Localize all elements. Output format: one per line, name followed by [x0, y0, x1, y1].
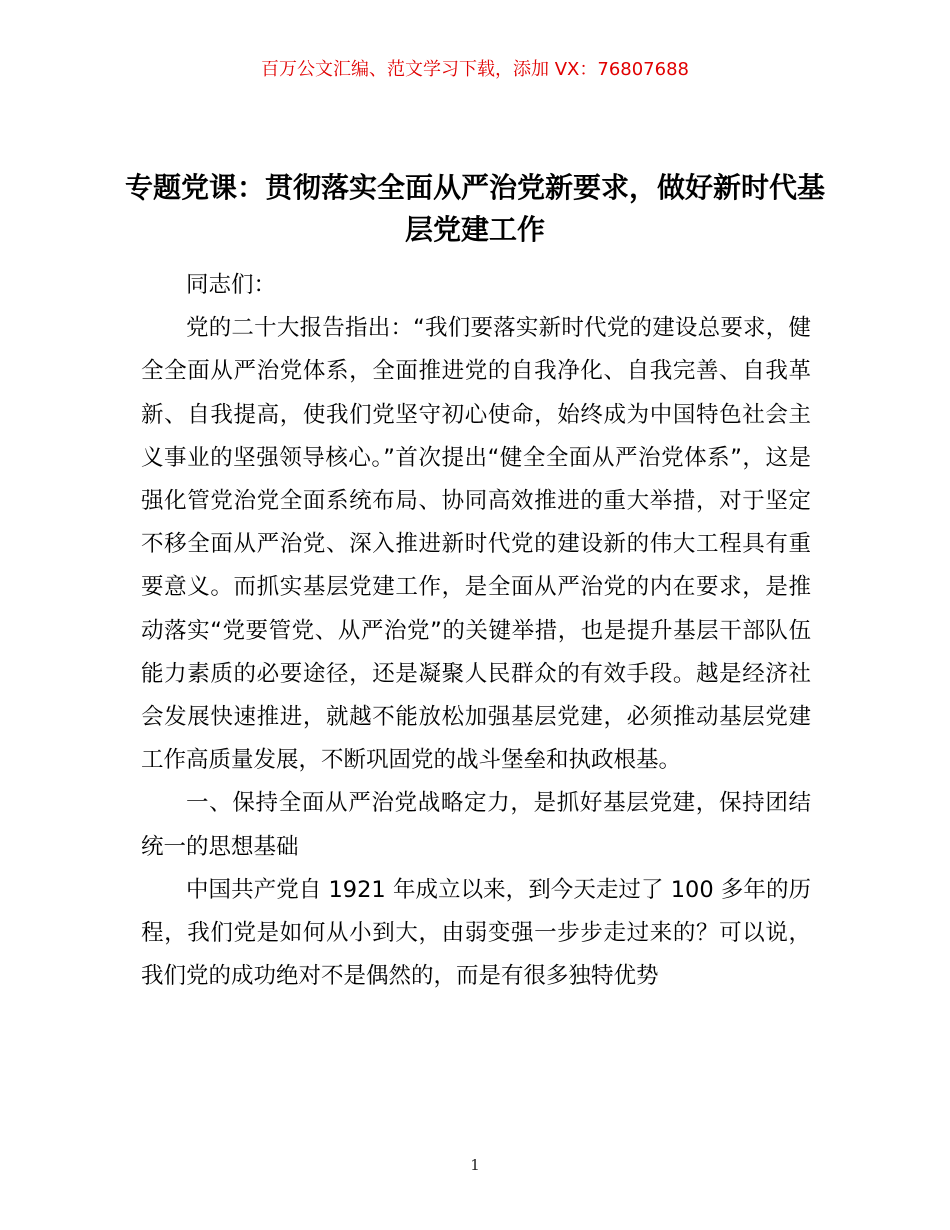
section-one-heading: 一、保持全面从严治党战略定力，是抓好基层党建，保持团结统一的思想基础 — [141, 790, 811, 860]
page-number: 1 — [470, 1156, 480, 1174]
intro-paragraph: 党的二十大报告指出：“我们要落实新时代党的建设总要求，健全全面从严治党体系，全面推进党的自我净化、自我完善、自我革新、自我提高，使我们党坚守初心使命，始终成为中国特色社会主义事业的坚强领导核心。”首次提出“健全全面从严治党体系”，这是强化管党治党全面系统布局、协同高效推进的重大举措，对于坚定不移全面从严治党、深入推进新时代党的建设新的伟大工程具有重要意义。而抓实基层党建工作，是全面从严治党的内在要求，是推动落实“党要管党、从严治党”的关键举措，也是提升基层干部队伍能力素质的必要途径，还是凝聚人民群众的有效手段。越是经济社会发展快速推进，就越不能放松加强基层党建，必须推动基层党建工作高质量发展，不断巩固党的战斗堡垒和执政根基。 — [141, 315, 811, 774]
document-body — [141, 264, 811, 998]
document-title: 专题党课：贯彻落实全面从严治党新要求，做好新时代基层党建工作 — [124, 171, 825, 246]
section-one-paragraph: 中国共产党自 1921 年成立以来，到今天走过了 100 多年的历程，我们党是如何从小到大，由弱变强一步步走过来的？可以说，我们党的成功绝对不是偶然的，而是有很多独特优势 — [141, 876, 811, 990]
header-banner: 百万公文汇编、范文学习下载，添加 VX：76807688 — [261, 59, 689, 80]
salutation-paragraph: 同志们： — [186, 272, 277, 298]
